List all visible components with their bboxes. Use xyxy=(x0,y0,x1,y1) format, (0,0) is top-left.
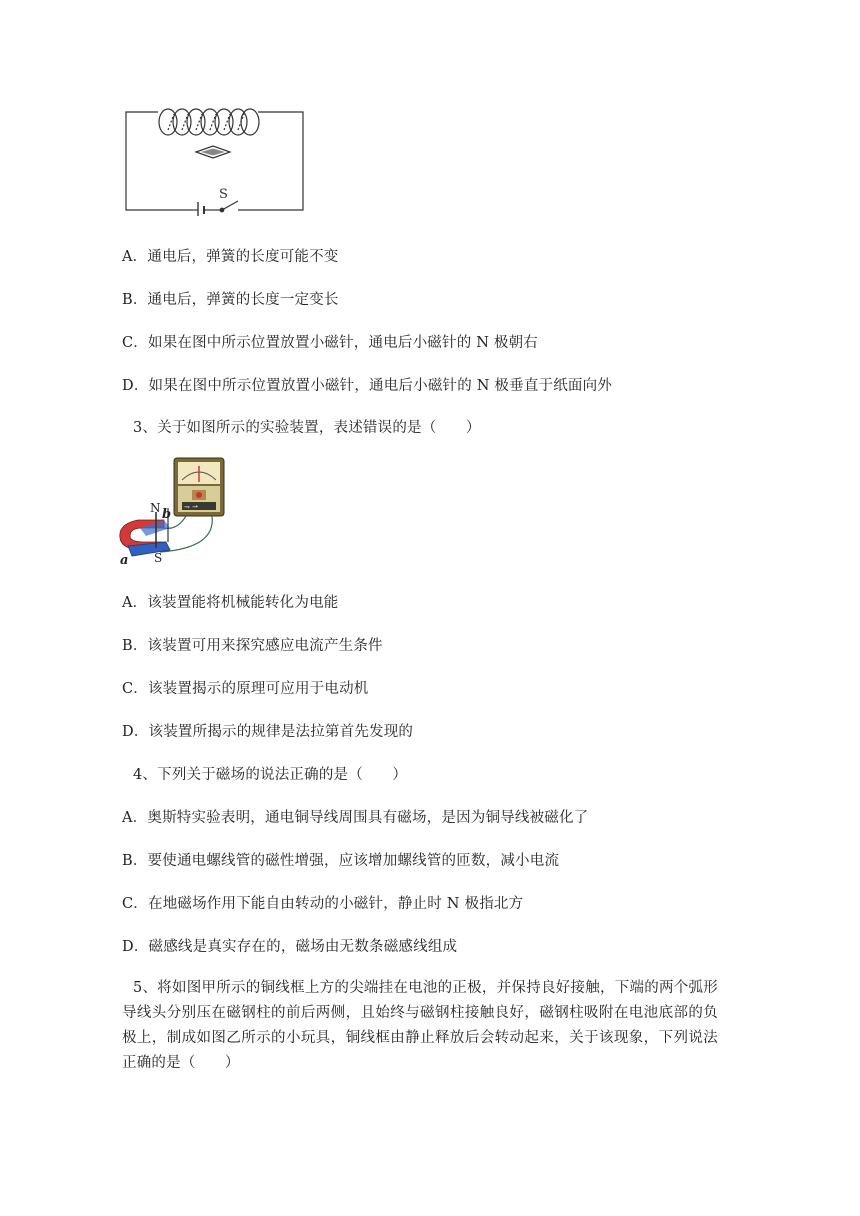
q3-option-d: D．该装置所揭示的规律是法拉第首先发现的 xyxy=(122,724,414,740)
q2-option-c: C．如果在图中所示位置放置小磁针，通电后小磁针的 N 极朝右 xyxy=(122,335,538,351)
switch-label: S xyxy=(219,187,228,202)
q2-option-b: B．通电后，弹簧的长度一定变长 xyxy=(122,292,339,308)
q3-option-c: C．该装置揭示的原理可应用于电动机 xyxy=(122,681,369,697)
switch-blade xyxy=(222,201,238,210)
q5-stem: 5、将如图甲所示的铜线框上方的尖端挂在电池的正极，并保持良好接触，下端的两个弧形导线头分别压在磁钢柱的前后两侧，且始终与磁钢柱接触良好，磁钢柱吸附在电池底部的负极上，制成如图乙所示的小玩具，铜线框由静止释放后会转动起来，关于该现象，下列说法正确的是（ ） xyxy=(122,980,718,1071)
q3-option-a: A．该装置能将机械能转化为电能 xyxy=(122,595,339,611)
q4-option-b: B．要使通电螺线管的磁性增强，应该增加螺线管的匝数，减小电流 xyxy=(122,853,560,869)
q2-option-a: A．通电后，弹簧的长度可能不变 xyxy=(122,249,339,265)
south-pole-label: S xyxy=(154,551,163,565)
q4-option-c: C．在地磁场作用下能自由转动的小磁针，静止时 N 极指北方 xyxy=(122,896,524,912)
q3-option-b: B．该装置可用来探究感应电流产生条件 xyxy=(122,638,383,654)
horseshoe-magnet xyxy=(120,520,170,556)
point-a-label: a xyxy=(120,553,129,568)
q4-stem: 4、下列关于磁场的说法正确的是（ ） xyxy=(133,767,408,783)
point-b-label: b xyxy=(162,507,172,522)
svg-text:⇁ ⇀: ⇁ ⇀ xyxy=(184,503,198,511)
q2-option-d: D．如果在图中所示位置放置小磁针，通电后小磁针的 N 极垂直于纸面向外 xyxy=(122,378,613,394)
solenoid-circuit-figure xyxy=(120,98,310,216)
induction-apparatus-figure xyxy=(116,456,236,568)
north-pole-label: N xyxy=(150,501,161,515)
galvanometer xyxy=(174,458,224,516)
q4-option-a: A．奥斯特实验表明，通电铜导线周围具有磁场，是因为铜导线被磁化了 xyxy=(122,810,589,826)
q4-option-d: D．磁感线是真实存在的，磁场由无数条磁感线组成 xyxy=(122,939,458,955)
solenoid-coil xyxy=(159,109,259,135)
circuit-wire-right xyxy=(238,112,303,210)
q3-stem: 3、关于如图所示的实验装置，表述错误的是（ ） xyxy=(133,420,481,436)
